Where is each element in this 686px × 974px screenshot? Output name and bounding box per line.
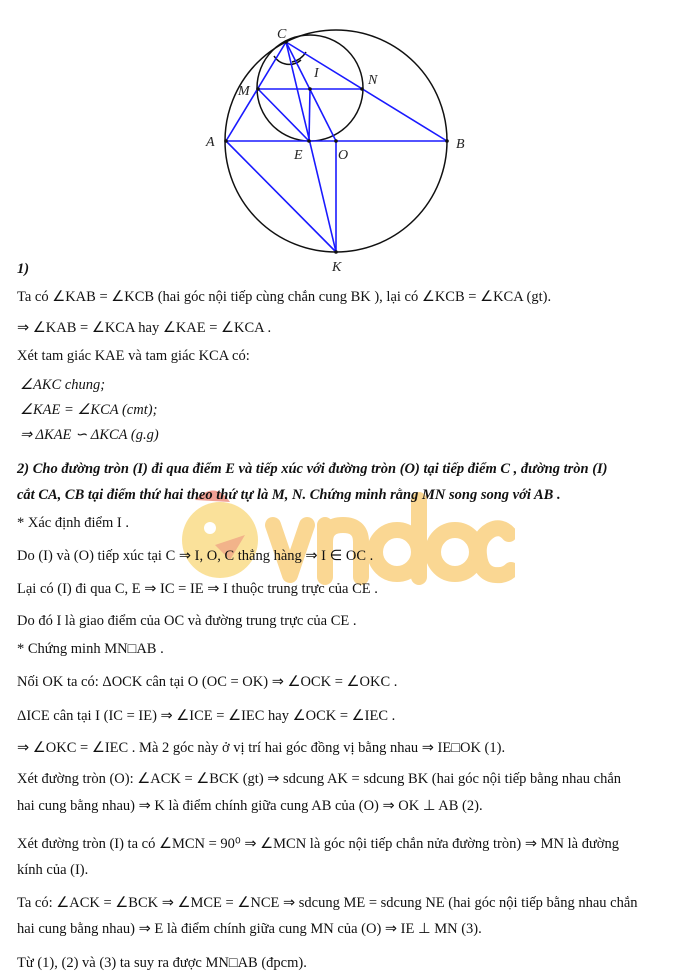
part1-line: Ta có ∠KAB = ∠KCB (hai góc nội tiếp cùng chắn cung BK ), lại có ∠KCB = ∠KCA (gt). bbox=[17, 289, 552, 305]
part1-line: ∠AKC chung; bbox=[20, 377, 106, 393]
part2-line: Do (I) và (O) tiếp xúc tại C ⇒ I, O, C thẳng hàng ⇒ I ∈ OC . bbox=[17, 548, 374, 564]
label-K: K bbox=[332, 260, 342, 275]
label-M: M bbox=[238, 84, 250, 99]
part2-line: kính của (I). bbox=[17, 862, 89, 878]
segment-AK bbox=[226, 141, 336, 252]
vndoc-logo-lettering bbox=[273, 500, 511, 577]
part2-line: Nối OK ta có: ΔOCK cân tại O (OC = OK) ⇒ ∠OCK = ∠OKC . bbox=[17, 674, 398, 690]
label-O: O bbox=[338, 148, 349, 163]
part2-line: ΔICE cân tại I (IC = IE) ⇒ ∠ICE = ∠IEC hay ∠OCK = ∠IEC . bbox=[17, 708, 396, 724]
part2-line: Ta có: ∠ACK = ∠BCK ⇒ ∠MCE = ∠NCE ⇒ sdcung ME = sdcung NE (hai góc nội tiếp bằng nhau chắn bbox=[17, 895, 638, 911]
label-E: E bbox=[294, 148, 303, 163]
part1-heading: 1) bbox=[17, 261, 30, 277]
segment-CA bbox=[226, 42, 286, 141]
part1-line: ⇒ ΔKAE ∽ ΔKCA (g.g) bbox=[20, 427, 159, 443]
part1-line: ⇒ ∠KAB = ∠KCA hay ∠KAE = ∠KCA . bbox=[17, 320, 272, 336]
part2-line: Xét đường tròn (I) ta có ∠MCN = 90⁰ ⇒ ∠MCN là góc nội tiếp chắn nửa đường tròn) ⇒ MN là đường bbox=[17, 836, 619, 852]
part2-line: ⇒ ∠OKC = ∠IEC . Mà 2 góc này ở vị trí hai góc đồng vị bằng nhau ⇒ IE□OK (1). bbox=[17, 740, 506, 756]
part2-line: * Chứng minh MN□AB . bbox=[17, 641, 164, 657]
part2-heading: cắt CA, CB tại điểm thứ hai theo thứ tự là M, N. Chứng minh rằng MN song song với AB . bbox=[17, 487, 561, 503]
part2-heading: 2) Cho đường tròn (I) đi qua điểm E và tiếp xúc với đường tròn (O) tại tiếp điểm C , đường tròn (I) bbox=[17, 461, 608, 477]
geometry-diagram bbox=[0, 0, 686, 280]
segment-IE bbox=[309, 89, 310, 141]
part2-line: Do đó I là giao điểm của OC và đường trung trực của CE . bbox=[17, 613, 357, 629]
label-B: B bbox=[456, 137, 465, 152]
part2-line: hai cung bằng nhau) ⇒ K là điểm chính giữa cung AB của (O) ⇒ OK ⊥ AB (2). bbox=[17, 798, 483, 814]
part2-line: Xét đường tròn (O): ∠ACK = ∠BCK (gt) ⇒ sdcung AK = sdcung BK (hai góc nội tiếp bằng nhau chắn bbox=[17, 771, 622, 787]
part2-line: hai cung bằng nhau) ⇒ E là điểm chính giữa cung MN của (O) ⇒ IE ⊥ MN (3). bbox=[17, 921, 482, 937]
part1-line: ∠KAE = ∠KCA (cmt); bbox=[20, 402, 158, 418]
segment-CK bbox=[286, 42, 336, 252]
label-A: A bbox=[206, 135, 215, 150]
part2-line: * Xác định điểm I . bbox=[17, 515, 129, 531]
label-I: I bbox=[314, 66, 319, 81]
part2-line: Từ (1), (2) và (3) ta suy ra được MN□AB (đpcm). bbox=[17, 955, 307, 971]
part1-line: Xét tam giác KAE và tam giác KCA có: bbox=[17, 348, 250, 364]
part2-line: Lại có (I) đi qua C, E ⇒ IC = IE ⇒ I thuộc trung trực của CE . bbox=[17, 581, 378, 597]
chick-mascot-icon bbox=[182, 502, 258, 578]
label-C: C bbox=[277, 27, 287, 42]
label-N: N bbox=[368, 73, 378, 88]
